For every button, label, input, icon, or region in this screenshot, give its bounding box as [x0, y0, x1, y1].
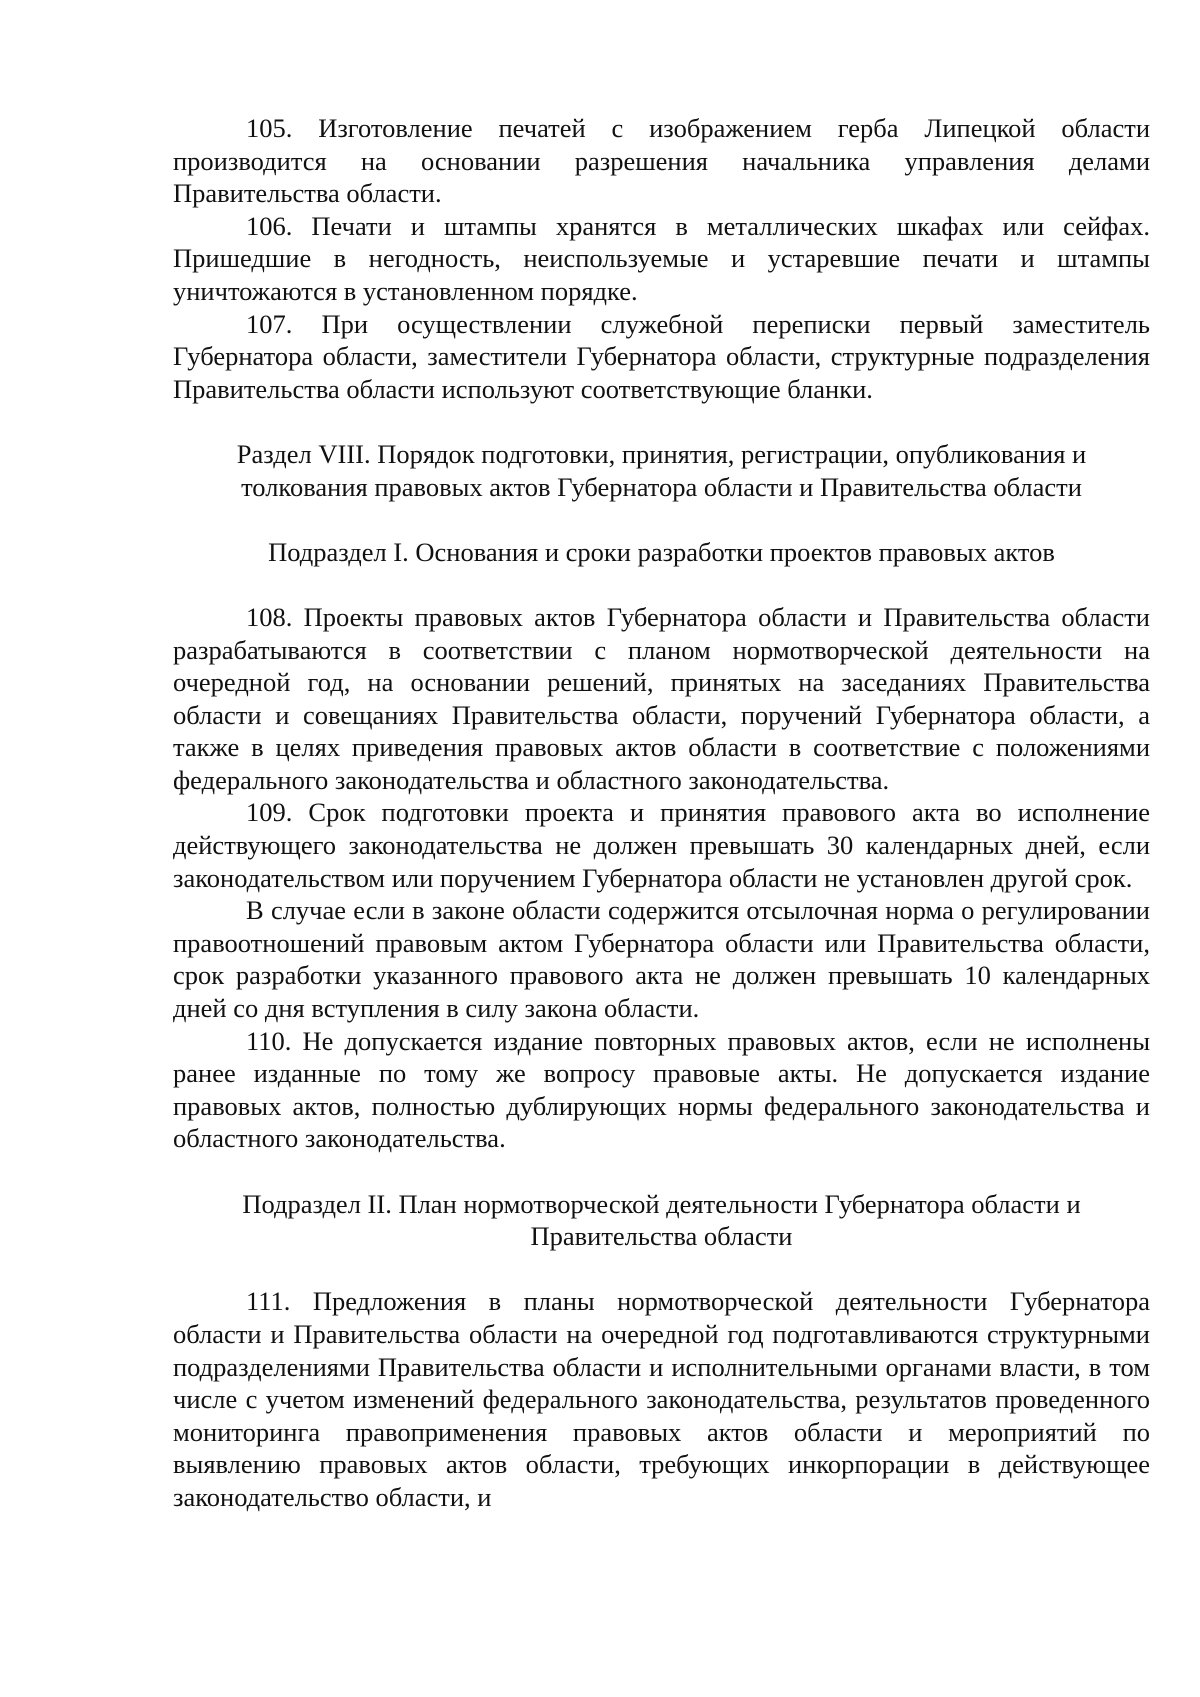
paragraph-106: 106. Печати и штампы хранятся в металлических шкафах или сейфах. Пришедшие в негодность, неиспользуемые и устаревшие печати и штампы уничтожаются в установленном порядке.: [173, 210, 1150, 306]
section-8-heading: Раздел VIII. Порядок подготовки, принятия, регистрации, опубликования и толкования правовых актов Губернатора области и Правительства области: [236, 438, 1087, 502]
paragraph-111: 111. Предложения в планы нормотворческой деятельности Губернатора области и Правительства области на очередной год подготавливаются структурными подразделениями Правительства области и исполнительными органами власти, в том числе с учетом изменений федерального законодательства, результатов проведенного мониторинга правоприменения правовых актов области и мероприятий по выявлению правовых актов области, требующих инкорпорации в действующее законодательство области, и: [173, 1286, 1150, 1512]
document-page: [173, 112, 1150, 1514]
paragraph-108: 108. Проекты правовых актов Губернатора области и Правительства области разрабатываются в соответствии с планом нормотворческой деятельности на очередной год, на основании решений, принятых на заседаниях Правительства области и совещаниях Правительства области, поручений Губернатора области, а также в целях приведения правовых актов области в соответствие с положениями федерального законодательства и областного законодательства.: [173, 601, 1150, 795]
paragraph-110: 110. Не допускается издание повторных правовых актов, если не исполнены ранее изданные по тому же вопросу правовые акты. Не допускается издание правовых актов, полностью дублирующих нормы федерального законодательства и областного законодательства.: [173, 1025, 1150, 1154]
paragraph-109-continuation: В случае если в законе области содержится отсылочная норма о регулировании правоотношений правовым актом Губернатора области или Правительства области, срок разработки указанного правового акта не должен превышать 10 календарных дней со дня вступления в силу закона области.: [173, 895, 1150, 1024]
paragraph-105: 105. Изготовление печатей с изображением герба Липецкой области производится на основании разрешения начальника управления делами Правительства области.: [173, 113, 1150, 209]
subsection-1-heading: Подраздел I. Основания и сроки разработки проектов правовых актов: [268, 536, 1055, 567]
subsection-2-heading: Подраздел II. План нормотворческой деятельности Губернатора области и Правительства области: [242, 1188, 1081, 1252]
paragraph-107: 107. При осуществлении служебной переписки первый заместитель Губернатора области, заместители Губернатора области, структурные подразделения Правительства области используют соответствующие бланки.: [173, 308, 1150, 404]
paragraph-109: 109. Срок подготовки проекта и принятия правового акта во исполнение действующего законодательства не должен превышать 30 календарных дней, если законодательством или поручением Губернатора области не установлен другой срок.: [173, 797, 1150, 893]
